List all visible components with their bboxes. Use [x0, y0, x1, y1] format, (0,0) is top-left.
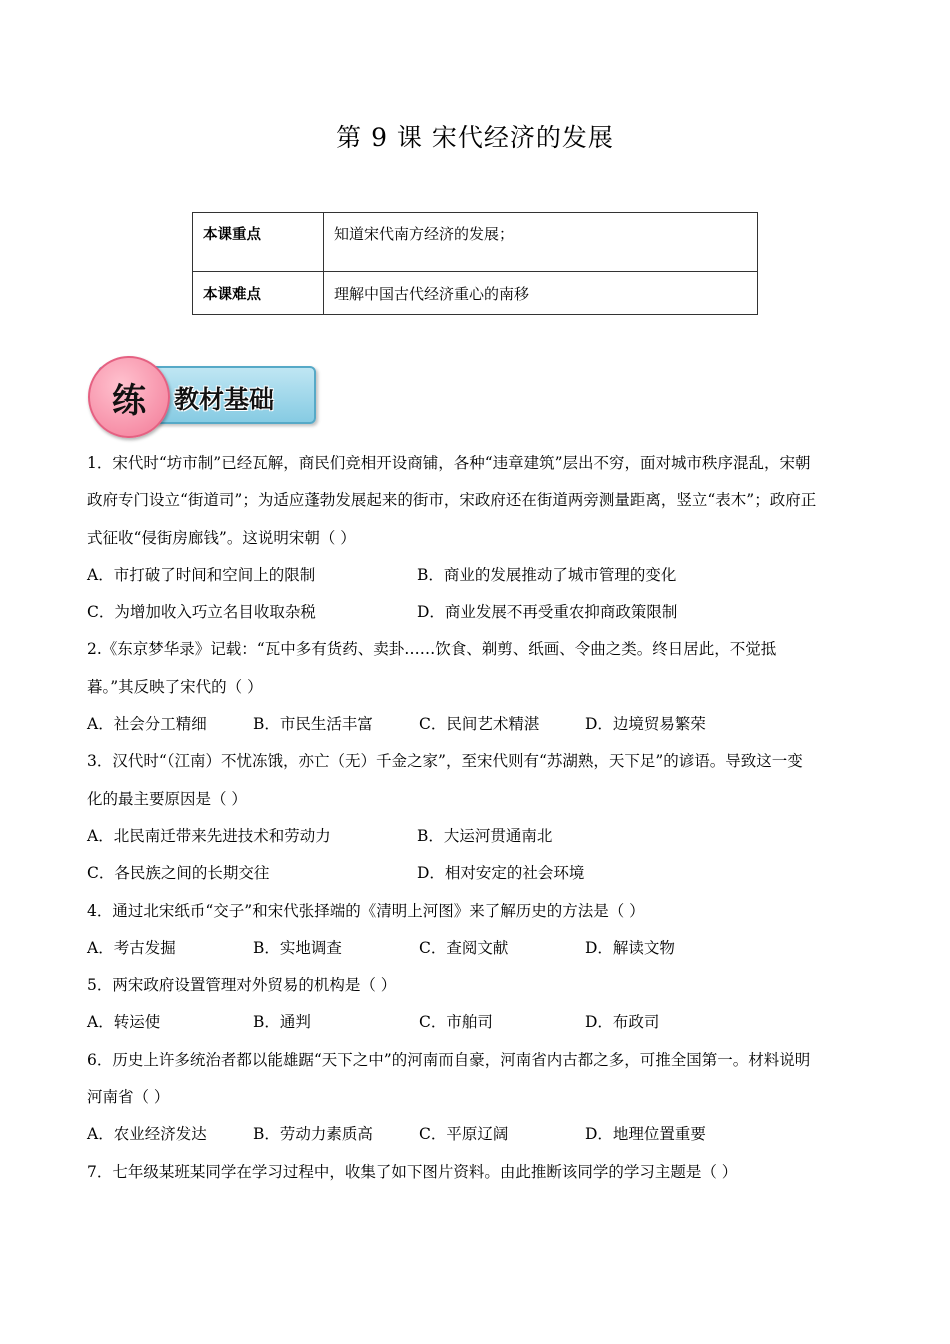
question-line: 6．历史上许多统治者都以能雄踞“天下之中”的河南而自豪，河南省内古都之多，可推全国第一。材料说明 — [87, 1050, 811, 1069]
option: D．相对安定的社会环境 — [417, 864, 585, 883]
page-title: 第 9 课 宋代经济的发展 — [336, 123, 614, 152]
option: C．市舶司 — [419, 1013, 493, 1032]
banner-badge: 练 — [88, 356, 170, 438]
option: A．社会分工精细 — [87, 715, 207, 734]
option: A．考古发掘 — [87, 938, 176, 957]
question-line: 4．通过北宋纸币“交子”和宋代张择端的《清明上河图》来了解历史的方法是（ ） — [87, 901, 645, 920]
option: A．农业经济发达 — [87, 1125, 207, 1144]
option-row — [87, 1116, 867, 1153]
option: B．商业的发展推动了城市管理的变化 — [417, 565, 677, 584]
option: D．布政司 — [585, 1013, 660, 1032]
question-line: 式征收“侵街房廊钱”。这说明宋朝（ ） — [87, 528, 356, 547]
section-banner — [88, 356, 318, 436]
option-row — [87, 930, 867, 967]
option: D．商业发展不再受重农抑商政策限制 — [417, 603, 678, 622]
option: B．市民生活丰富 — [253, 715, 373, 734]
row-value: 知道宋代南方经济的发展； — [324, 213, 758, 272]
option-row — [87, 855, 867, 892]
option-row — [87, 1004, 867, 1041]
row-key: 本课重点 — [193, 213, 324, 272]
option-row — [87, 557, 867, 594]
option: D．地理位置重要 — [585, 1125, 706, 1144]
option: D．边境贸易繁荣 — [585, 715, 706, 734]
option-row — [87, 706, 867, 743]
option: B．劳动力素质高 — [253, 1125, 373, 1144]
question-line: 暮。”其反映了宋代的（ ） — [87, 677, 263, 696]
option: B．通判 — [253, 1013, 311, 1032]
option: C．为增加收入巧立名目收取杂税 — [87, 603, 316, 622]
option: D．解读文物 — [585, 938, 675, 957]
option: B．大运河贯通南北 — [417, 826, 553, 845]
question-line: 河南省（ ） — [87, 1088, 170, 1107]
option: A．市打破了时间和空间上的限制 — [87, 565, 316, 584]
banner-label: 教材基础 — [174, 385, 275, 414]
option: C．平原辽阔 — [419, 1125, 509, 1144]
option: A．转运使 — [87, 1013, 161, 1032]
option: C．查阅文献 — [419, 938, 509, 957]
option: B．实地调查 — [253, 938, 342, 957]
table-row — [193, 272, 758, 315]
option: A．北民南迁带来先进技术和劳动力 — [87, 826, 331, 845]
question-line: 5．两宋政府设置管理对外贸易的机构是（ ） — [87, 976, 397, 995]
option: C．民间艺术精湛 — [419, 715, 540, 734]
question-line: 2.《东京梦华录》记载：“瓦中多有货药、卖卦……饮食、剃剪、纸画、令曲之类。终日居此，不觉抵 — [87, 640, 777, 659]
question-line: 政府专门设立“街道司”；为适应蓬勃发展起来的街市，宋政府还在街道两旁测量距离，竖立“表木”；政府正 — [87, 491, 817, 510]
lesson-focus-table — [192, 212, 758, 315]
row-value: 理解中国古代经济重心的南移 — [324, 272, 758, 315]
question-line: 3．汉代时“（江南）不忧冻饿，亦亡（无）千金之家”，至宋代则有“苏湖熟，天下足”的谚语。导致这一变 — [87, 752, 803, 771]
question-line: 1．宋代时“坊市制”已经瓦解，商民们竞相开设商铺，各种“违章建筑”层出不穷，面对城市秩序混乱，宋朝 — [87, 454, 811, 472]
option-row — [87, 818, 867, 855]
table-row — [193, 213, 758, 272]
question-list — [87, 445, 867, 1191]
question-line: 化的最主要原因是（ ） — [87, 789, 247, 808]
question-line: 7．七年级某班某同学在学习过程中，收集了如下图片资料。由此推断该同学的学习主题是（ ） — [87, 1162, 738, 1181]
option: C．各民族之间的长期交往 — [87, 864, 270, 883]
row-key: 本课难点 — [193, 272, 324, 315]
option-row — [87, 594, 867, 631]
